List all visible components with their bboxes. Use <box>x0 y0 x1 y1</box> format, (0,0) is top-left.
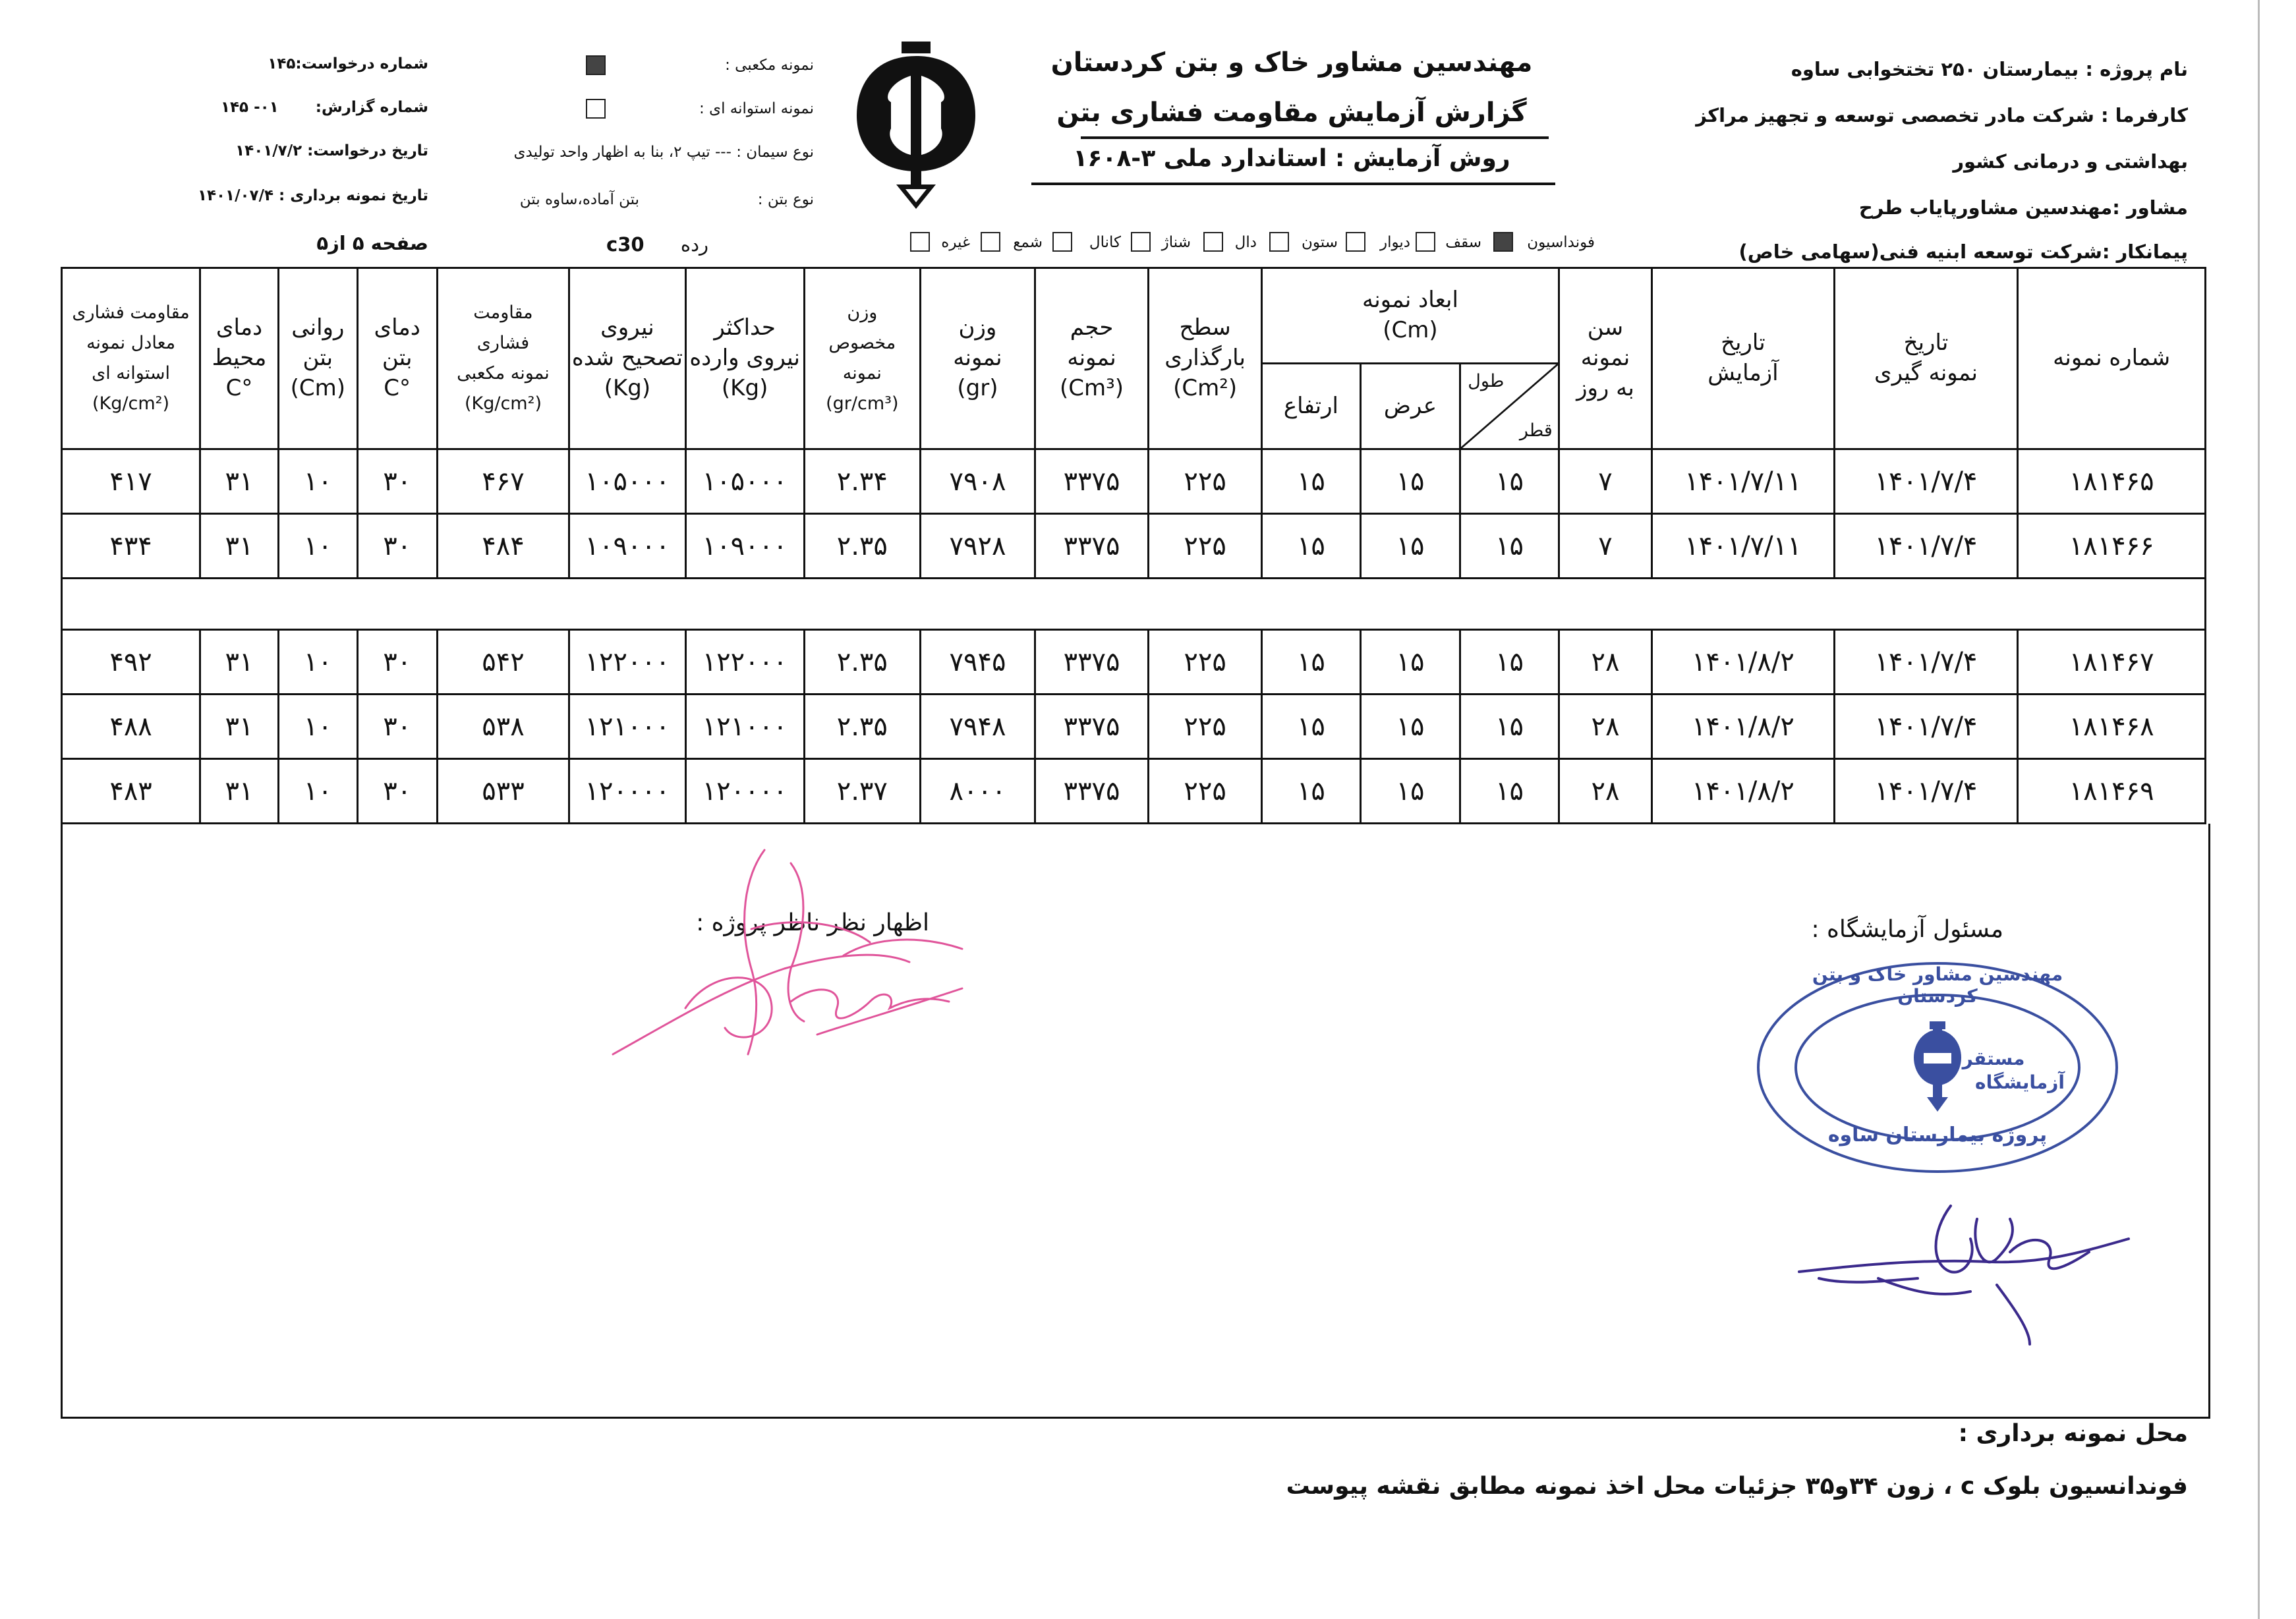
column-header-text: حجم <box>1070 314 1114 341</box>
column-header-text: (Cm) <box>1383 317 1438 343</box>
diameter-label: قطر <box>1519 420 1553 441</box>
table-cell: ۴۳۴ <box>62 514 200 579</box>
table-cell: ۱۵ <box>1460 449 1559 514</box>
method-underline <box>1031 183 1555 185</box>
table-cell: ۲۲۵ <box>1149 759 1262 824</box>
header-corrected-force <box>569 268 685 449</box>
project-name: نام پروژه : بیمارستان ۲۵۰ تختخوابی ساوه <box>1791 58 2188 80</box>
table-cell: ۳۱ <box>200 630 279 695</box>
table-cell: ۵۴۲ <box>437 630 569 695</box>
table-cell: ۲۲۵ <box>1149 630 1262 695</box>
column-header-text: نیروی وارده <box>689 345 800 372</box>
table-cell: ۳۳۷۵ <box>1035 630 1149 695</box>
table-cell: ۱۰ <box>278 449 357 514</box>
table-cell: ۱۵ <box>1460 514 1559 579</box>
report-title: گزارش آزمایش مقاومت فشاری بتن <box>1056 98 1527 128</box>
table-cell: ۱۸۱۴۶۶ <box>2018 514 2206 579</box>
column-header-text: (gr/cm³) <box>826 393 899 414</box>
table-cell: ۳۱ <box>200 759 279 824</box>
table-cell: ۲۲۵ <box>1149 449 1262 514</box>
table-cell: ۳۰ <box>357 449 437 514</box>
column-header-text: آزمایش <box>1708 360 1779 386</box>
column-header-text: بتن <box>302 345 333 372</box>
cement-type-label: نوع سیمان : <box>736 144 814 161</box>
column-header-text: محیط <box>212 345 267 372</box>
table-row <box>62 514 2206 579</box>
column-header-text: مخصوص <box>828 333 896 354</box>
title-underline <box>1081 136 1549 139</box>
element-label-channel: کانال <box>1089 234 1121 251</box>
table-cell: ۳۳۷۵ <box>1035 514 1149 579</box>
table-cell: ۵۳۸ <box>437 695 569 759</box>
request-date-label: تاریخ درخواست: <box>307 142 428 159</box>
header-ambient-temp <box>200 268 279 449</box>
table-cell: ۷۹۲۸ <box>920 514 1035 579</box>
table-cell: ۱۴۰۱/۷/۴ <box>1834 695 2018 759</box>
element-checkbox-tie-beam <box>1131 232 1151 252</box>
concrete-type-value: بتن آماده،ساوه بتن <box>519 191 639 208</box>
element-label-tie-beam: شناژ <box>1161 234 1191 251</box>
table-cell: ۳۳۷۵ <box>1035 449 1149 514</box>
page-counter: صفحه ۵ از۵ <box>316 232 428 254</box>
table-cell: ۱۵ <box>1262 630 1361 695</box>
table-spacer-row <box>62 579 2206 630</box>
column-header-text: (Kg) <box>721 374 768 401</box>
cement-type-row <box>474 144 814 161</box>
table-cell: ۱۵ <box>1360 695 1460 759</box>
company-logo-icon <box>850 36 982 214</box>
request-date-value: ۱۴۰۱/۷/۲ <box>235 142 302 159</box>
cylindrical-sample-label: نمونه استوانه ای : <box>699 100 814 117</box>
header-cylinder-strength <box>62 268 200 449</box>
table-cell: ۱۴۰۱/۸/۲ <box>1652 759 1835 824</box>
column-header-text: نمونه <box>842 363 882 383</box>
header-density <box>804 268 920 449</box>
contractor: پیمانکار :شرکت توسعه ابنیه فنی(سهامی خاص) <box>1738 241 2188 263</box>
table-cell: ۱۰ <box>278 759 357 824</box>
table-cell: ۱۵ <box>1360 514 1460 579</box>
table-cell: ۱۵ <box>1262 759 1361 824</box>
element-checkbox-column <box>1269 232 1289 252</box>
sampling-location-label: محل نمونه برداری : <box>1958 1420 2188 1447</box>
table-cell: ۷ <box>1559 449 1651 514</box>
column-header-text: دمای <box>215 314 263 341</box>
column-header-text: نمونه گیری <box>1874 360 1978 386</box>
header-test-date <box>1652 268 1835 449</box>
stamp-ring-text: مهندسین مشاور خاک و بتن کردستان <box>1812 963 2063 1007</box>
table-cell: ۱۵ <box>1360 449 1460 514</box>
report-number-label: شماره گزارش: <box>315 99 428 116</box>
table-cell: ۴۱۷ <box>62 449 200 514</box>
column-header-text: نیروی <box>600 314 654 341</box>
column-header-text: حداکثر <box>714 314 776 341</box>
table-cell: ۸۰۰۰ <box>920 759 1035 824</box>
sampling-location-value: فوندانسیون بلوک c ، زون ۳۴و۳۵ جزئیات محل اخذ نمونه مطابق نقشه پیوست <box>1286 1473 2188 1500</box>
table-cell: ۱۰۵۰۰۰ <box>685 449 804 514</box>
table-cell: ۱۵ <box>1262 449 1361 514</box>
header-length-diameter <box>1460 364 1559 449</box>
report-number-row <box>185 99 428 116</box>
table-cell: ۷ <box>1559 514 1651 579</box>
column-header-text: بتن <box>382 345 413 372</box>
column-header-text: ابعاد نمونه <box>1362 287 1458 314</box>
table-cell: ۱۵ <box>1262 514 1361 579</box>
table-cell: ۴۸۴ <box>437 514 569 579</box>
employer-line-2: بهداشتی و درمانی کشور <box>1953 150 2188 173</box>
column-header-text: دمای <box>374 314 420 341</box>
table-cell: ۱۴۰۱/۷/۱۱ <box>1652 514 1835 579</box>
table-cell: ۴۸۸ <box>62 695 200 759</box>
supervisor-signature-icon <box>593 837 1002 1087</box>
table-cell: ۱۴۰۱/۷/۴ <box>1834 759 2018 824</box>
header-cube-strength <box>437 268 569 449</box>
column-header-text: مقاومت <box>473 302 533 324</box>
table-cell: ۱۸۱۴۶۷ <box>2018 630 2206 695</box>
table-cell: ۱۵ <box>1460 759 1559 824</box>
table-cell: ۵۳۳ <box>437 759 569 824</box>
column-header-text: (Kg) <box>604 374 651 401</box>
column-header-text: فشاری <box>476 333 530 354</box>
table-cell: ۲.۳۴ <box>804 449 920 514</box>
column-header-text: نمونه <box>1067 345 1116 372</box>
sampling-date-value: ۱۴۰۱/۰۷/۴ <box>197 187 274 204</box>
concrete-type-label: نوع بتن : <box>757 191 814 208</box>
table-cell: ۱۲۱۰۰۰ <box>569 695 685 759</box>
table-cell: ۲۸ <box>1559 695 1651 759</box>
header-width <box>1360 364 1460 449</box>
element-checkbox-channel <box>1052 232 1072 252</box>
table-cell: ۱۰۵۰۰۰ <box>569 449 685 514</box>
element-checkbox-foundation <box>1493 232 1513 252</box>
column-header-text: سن <box>1587 314 1624 341</box>
table-cell: ۱۰۹۰۰۰ <box>569 514 685 579</box>
table-row <box>62 759 2206 824</box>
column-header-text: (Kg/cm²) <box>92 393 170 414</box>
element-label-slab-roof: سقف <box>1445 234 1481 251</box>
table-cell: ۱۴۰۱/۷/۴ <box>1834 630 2018 695</box>
column-header-text: روانی <box>291 314 345 341</box>
table-cell: ۳۱ <box>200 695 279 759</box>
column-header-text: ارتفاع <box>1283 392 1339 419</box>
table-row <box>62 695 2206 759</box>
supervisor-comment-label: اظهار نظر ناظر پروژه : <box>696 909 929 936</box>
length-label: طول <box>1468 371 1505 391</box>
test-method: روش آزمایش : استاندارد ملی ۳-۱۶۰۸ <box>1073 145 1510 172</box>
table-row <box>62 630 2206 695</box>
column-header-text: شماره نمونه <box>2053 345 2171 372</box>
stamp-left-text: آزمایشگاه <box>1975 1071 2065 1093</box>
element-label-wall: دیوار <box>1379 234 1410 251</box>
cement-type-value: --- تیپ ۲، بنا به اظهار واحد تولیدی <box>513 144 732 161</box>
table-cell: ۱۸۱۴۶۹ <box>2018 759 2206 824</box>
table-cell: ۲۲۵ <box>1149 514 1262 579</box>
column-header-text: معادل نمونه <box>86 333 176 354</box>
element-checkbox-pile <box>981 232 1000 252</box>
table-cell: ۱۰ <box>278 695 357 759</box>
request-number: شماره درخواست:۱۴۵ <box>268 55 428 72</box>
table-cell: ۱۴۰۱/۷/۴ <box>1834 449 2018 514</box>
header-sample-no <box>2018 268 2206 449</box>
header-weight <box>920 268 1035 449</box>
header-volume <box>1035 268 1149 449</box>
table-cell: ۳۳۷۵ <box>1035 695 1149 759</box>
table-cell: ۲۸ <box>1559 759 1651 824</box>
sampling-date-label: تاریخ نمونه برداری : <box>279 187 428 204</box>
table-row <box>62 449 2206 514</box>
column-header-text: نمونه مکعبی <box>457 363 550 383</box>
element-label-pile: شمع <box>1013 234 1043 251</box>
column-header-text: نمونه <box>1580 345 1630 372</box>
table-cell: ۱۸۱۴۶۸ <box>2018 695 2206 759</box>
table-cell: ۱۵ <box>1360 630 1460 695</box>
table-cell: ۴۹۲ <box>62 630 200 695</box>
table-cell: ۷۹۴۸ <box>920 695 1035 759</box>
column-header-text: وزن <box>847 302 878 324</box>
table-cell: ۱۸۱۴۶۵ <box>2018 449 2206 514</box>
table-cell: ۱۲۰۰۰۰ <box>569 759 685 824</box>
element-checkbox-other <box>910 232 930 252</box>
report-number-value: ۰۱- ۱۴۵ <box>220 99 279 116</box>
table-cell: ۱۴۰۱/۸/۲ <box>1652 630 1835 695</box>
column-header-text: استوانه ای <box>92 363 171 383</box>
table-cell: ۳۰ <box>357 514 437 579</box>
cubic-sample-checkbox <box>586 55 606 75</box>
request-date-row <box>185 142 428 159</box>
element-label-other: غیره <box>941 234 970 251</box>
lab-manager-label: مسئول آزمایشگاه : <box>1811 916 2003 943</box>
page-edge-line <box>2258 0 2260 1619</box>
table-cell: ۳۰ <box>357 630 437 695</box>
sampling-date-row <box>185 187 428 204</box>
column-header-text: (Cm³) <box>1060 374 1124 401</box>
table-cell: ۱۴۰۱/۷/۴ <box>1834 514 2018 579</box>
column-header-text: تاریخ <box>1903 329 1949 356</box>
stamp-right-text: مستقر <box>1962 1048 2025 1069</box>
table-cell: ۱۲۰۰۰۰ <box>685 759 804 824</box>
cubic-sample-label: نمونه مکعبی : <box>725 57 814 74</box>
element-label-foundation: فونداسیون <box>1527 234 1595 251</box>
header-sampling-date <box>1834 268 2018 449</box>
header-max-force <box>685 268 804 449</box>
lab-manager-signature-icon <box>1779 1179 2148 1351</box>
column-header-text: به روز <box>1576 374 1634 401</box>
column-header-text: (Cm²) <box>1173 374 1238 401</box>
table-cell: ۲.۳۵ <box>804 514 920 579</box>
table-cell: ۳۰ <box>357 695 437 759</box>
column-header-text: سطح <box>1179 314 1231 341</box>
grade-value: c30 <box>606 233 645 256</box>
header-concrete-temp <box>357 268 437 449</box>
header-area <box>1149 268 1262 449</box>
column-header-text: مقاومت فشاری <box>72 302 190 324</box>
column-header-text: عرض <box>1383 392 1437 419</box>
header-slump <box>278 268 357 449</box>
table-cell: ۱۲۲۰۰۰ <box>685 630 804 695</box>
column-header-text: °C <box>225 374 253 401</box>
table-cell: ۲.۳۵ <box>804 630 920 695</box>
cylindrical-sample-checkbox <box>586 99 606 119</box>
element-checkbox-deck <box>1203 232 1223 252</box>
column-header-text: (Kg/cm²) <box>464 393 542 414</box>
table-cell: ۳۱ <box>200 449 279 514</box>
table-cell: ۳۱ <box>200 514 279 579</box>
table-cell: ۱۵ <box>1262 695 1361 759</box>
header-age <box>1559 268 1651 449</box>
table-cell: ۱۰۹۰۰۰ <box>685 514 804 579</box>
table-cell: ۱۵ <box>1360 759 1460 824</box>
company-name: مهندسین مشاور خاک و بتن کردستان <box>1050 47 1533 78</box>
column-header-text: تاریخ <box>1721 329 1765 356</box>
table-cell: ۱۰ <box>278 514 357 579</box>
header-height <box>1262 364 1361 449</box>
column-header-text: تصحیح شده <box>571 345 683 372</box>
column-header-text: °C <box>384 374 411 401</box>
consultant: مشاور :مهندسین مشاورپایاب طرح <box>1858 196 2188 219</box>
element-checkbox-wall <box>1346 232 1365 252</box>
stamp-bottom-text: پروژه بیمارستان ساوه <box>1827 1123 2048 1147</box>
element-label-deck: دال <box>1234 234 1257 251</box>
column-header-text: وزن <box>958 314 997 341</box>
table-cell: ۱۴۰۱/۷/۱۱ <box>1652 449 1835 514</box>
table-cell: ۴۶۷ <box>437 449 569 514</box>
table-cell: ۱۵ <box>1460 630 1559 695</box>
table-cell: ۷۹۰۸ <box>920 449 1035 514</box>
table-cell: ۳۰ <box>357 759 437 824</box>
grade-label: رده <box>680 233 708 256</box>
element-label-column: ستون <box>1302 234 1338 251</box>
column-header-text: (Cm) <box>290 374 346 401</box>
table-cell: ۱۲۱۰۰۰ <box>685 695 804 759</box>
header-dimensions <box>1262 268 1559 364</box>
table-cell: ۷۹۴۵ <box>920 630 1035 695</box>
element-checkbox-slab-roof <box>1416 232 1435 252</box>
table-cell: ۲.۳۵ <box>804 695 920 759</box>
table-cell: ۱۰ <box>278 630 357 695</box>
column-header-text: نمونه <box>953 345 1002 372</box>
table-cell: ۱۵ <box>1460 695 1559 759</box>
table-cell: ۱۴۰۱/۸/۲ <box>1652 695 1835 759</box>
column-header-text: بارگذاری <box>1164 345 1246 372</box>
table-cell: ۳۳۷۵ <box>1035 759 1149 824</box>
results-table <box>61 267 2206 824</box>
employer-line-1: کارفرما : شرکت مادر تخصصی توسعه و تجهیز مراکز <box>1696 104 2188 127</box>
table-cell: ۴۸۳ <box>62 759 200 824</box>
table-cell: ۱۲۲۰۰۰ <box>569 630 685 695</box>
column-header-text: (gr) <box>957 374 998 401</box>
table-cell: ۲۸ <box>1559 630 1651 695</box>
table-cell: ۲۲۵ <box>1149 695 1262 759</box>
table-cell: ۲.۳۷ <box>804 759 920 824</box>
